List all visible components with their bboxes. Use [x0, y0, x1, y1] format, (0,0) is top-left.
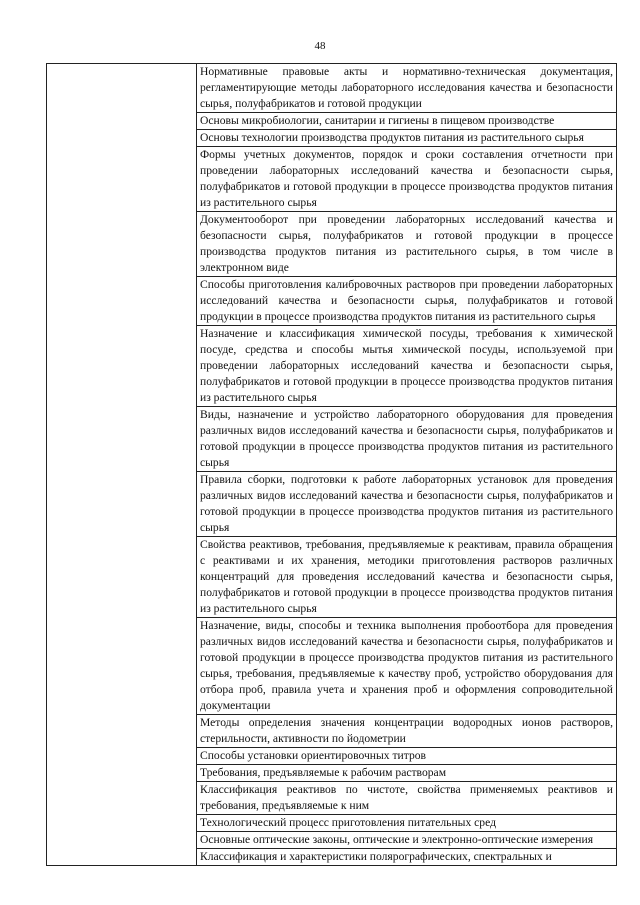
table-cell: Методы определения значения концентрации водородных ионов растворов, стерильности, активности по йодометрии: [197, 715, 617, 748]
table-cell: Формы учетных документов, порядок и сроки составления отчетности при проведении лабораторных исследований качества и безопасности сырья, полуфабрикатов и готовой продукции в процессе производства продуктов питания из растительного сырья: [197, 147, 617, 212]
table-cell: Основные оптические законы, оптические и электронно-оптические измерения: [197, 832, 617, 849]
table-cell: Документооборот при проведении лабораторных исследований качества и безопасности сырья, полуфабрикатов и готовой продукции в процессе производства продуктов питания из растительного сырья, в том числе в электронном виде: [197, 212, 617, 277]
table-cell: Основы микробиологии, санитарии и гигиены в пищевом производстве: [197, 113, 617, 130]
table-cell: Свойства реактивов, требования, предъявляемые к реактивам, правила обращения с реактивами и их хранения, методики приготовления растворов различных концентраций для проведения исследований качества и безопасности сырья, полуфабрикатов и готовой продукции в процессе производства продуктов питания из растительного сырья: [197, 537, 617, 618]
table-row: [47, 64, 617, 113]
table-cell: Нормативные правовые акты и нормативно-техническая документация, регламентирующие методы лабораторного исследования качества и безопасности сырья, полуфабрикатов и готовой продукции: [197, 64, 617, 113]
table-cell: Назначение и классификация химической посуды, требования к химической посуде, средства и способы мытья химической посуды, используемой при проведении лабораторных исследований качества и безопасности сырья, полуфабрикатов и готовой продукции в процессе производства продуктов питания из растительного сырья: [197, 326, 617, 407]
table-cell: Классификация реактивов по чистоте, свойства применяемых реактивов и требования, предъявляемые к ним: [197, 782, 617, 815]
table-cell: Правила сборки, подготовки к работе лабораторных установок для проведения различных видов исследований качества и безопасности сырья, полуфабрикатов и готовой продукции в процессе производства продуктов питания из растительного сырья: [197, 472, 617, 537]
page-number: 48: [314, 40, 326, 52]
table-cell: Способы установки ориентировочных титров: [197, 748, 617, 765]
table-cell: Основы технологии производства продуктов питания из растительного сырья: [197, 130, 617, 147]
table-cell: Требования, предъявляемые к рабочим растворам: [197, 765, 617, 782]
table-cell: Назначение, виды, способы и техника выполнения пробоотбора для проведения различных видов исследований качества и безопасности сырья, полуфабрикатов и готовой продукции в процессе производства продуктов питания из растительного сырья, требования, предъявляемые к качеству проб, устройство оборудования для отбора проб, правила учета и хранения проб и оформления сопроводительной документации: [197, 618, 617, 715]
table-cell: Способы приготовления калибровочных растворов при проведении лабораторных исследований качества и безопасности сырья, полуфабрикатов и готовой продукции в процессе производства продуктов питания из растительного сырья: [197, 277, 617, 326]
table-cell: Классификация и характеристики полярографических, спектральных и: [197, 849, 617, 866]
knowledge-table: [46, 63, 617, 866]
table-cell: Виды, назначение и устройство лабораторного оборудования для проведения различных видов исследований качества и безопасности сырья, полуфабрикатов и готовой продукции в процессе производства продуктов питания из растительного сырья: [197, 407, 617, 472]
empty-label-cell: [47, 64, 197, 866]
table-cell: Технологический процесс приготовления питательных сред: [197, 815, 617, 832]
